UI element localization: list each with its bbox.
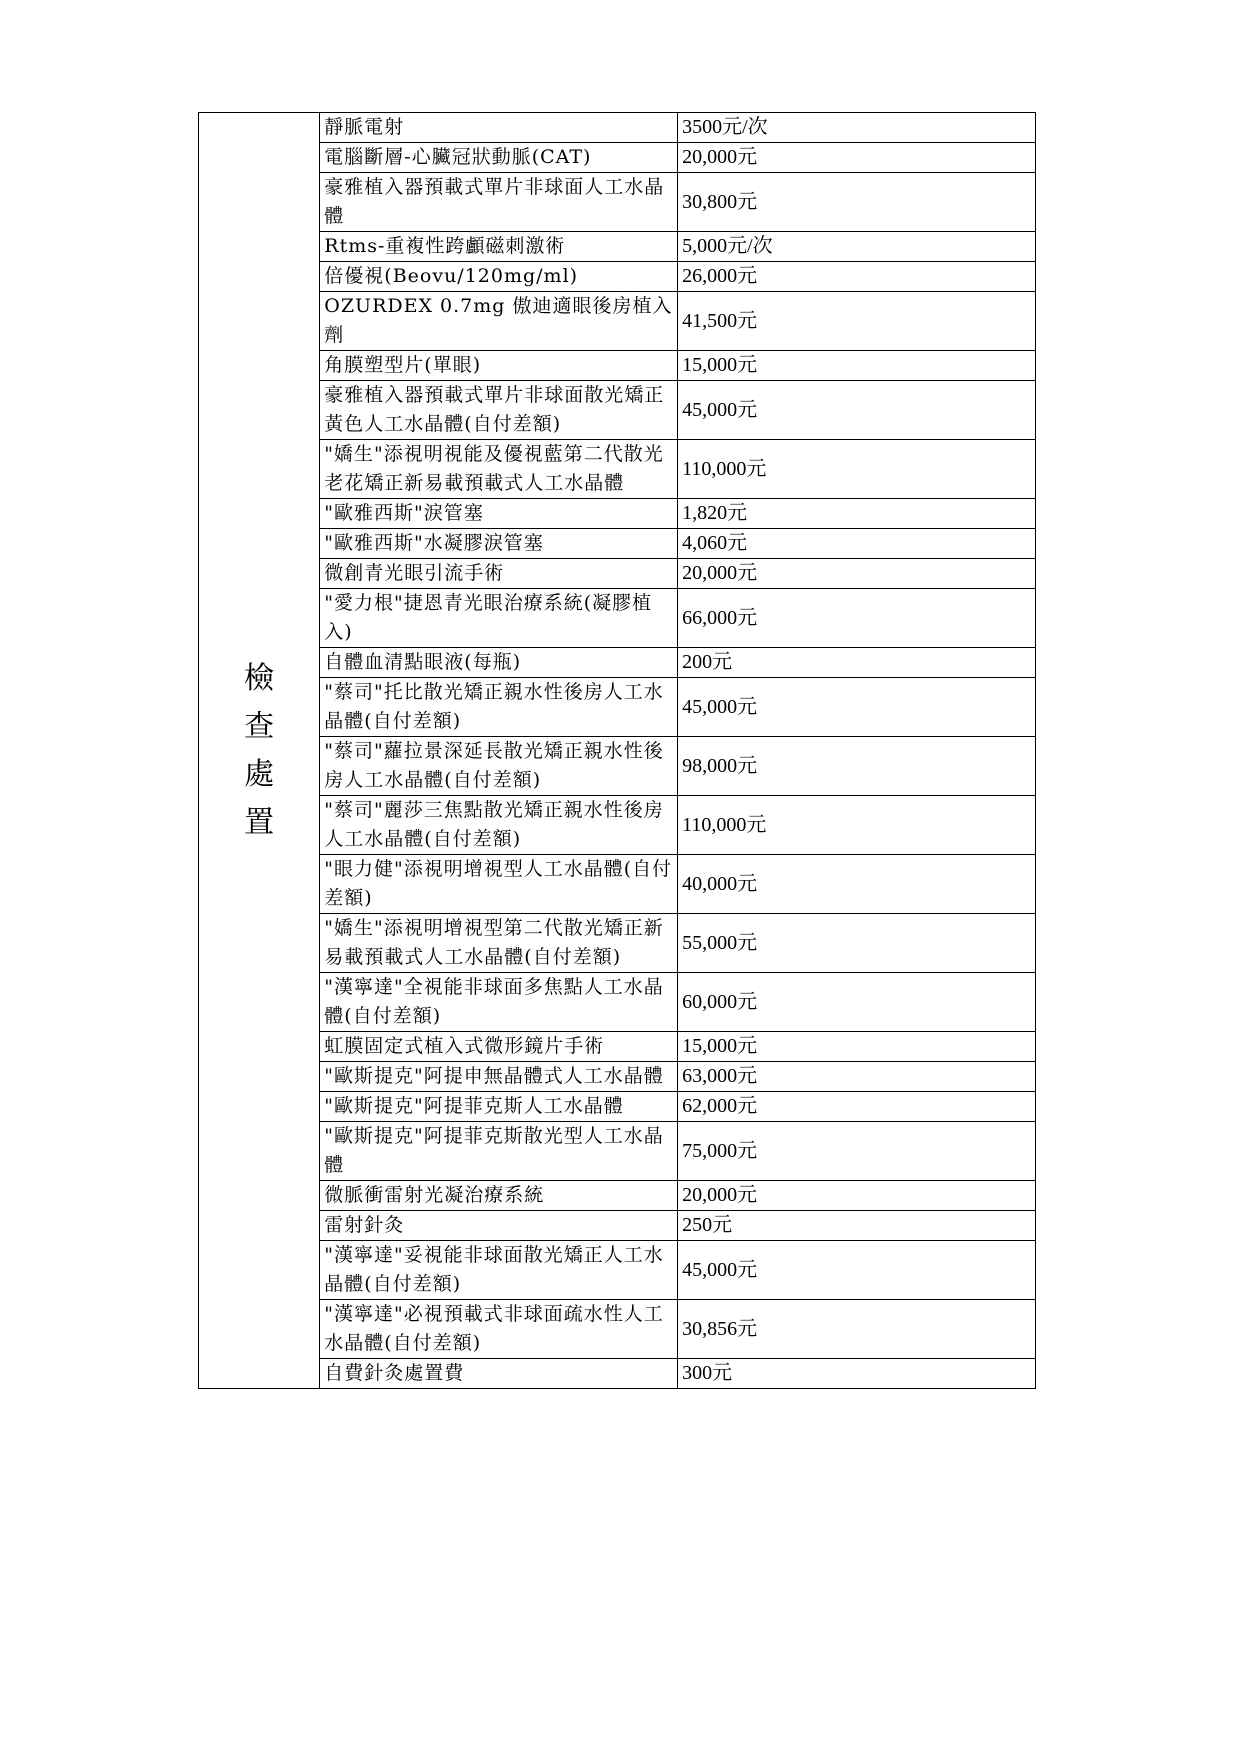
price-cell: 3500元/次 <box>678 113 1036 143</box>
price-cell: 45,000元 <box>678 1241 1036 1300</box>
price-cell: 60,000元 <box>678 973 1036 1032</box>
category-label: 檢 查 處 置 <box>244 660 275 840</box>
table-row <box>199 1062 1036 1092</box>
table-row <box>199 232 1036 262</box>
price-cell: 26,000元 <box>678 262 1036 292</box>
table-row <box>199 262 1036 292</box>
price-cell: 20,000元 <box>678 1181 1036 1211</box>
price-cell: 200元 <box>678 648 1036 678</box>
price-cell: 66,000元 <box>678 589 1036 648</box>
table-row <box>199 113 1036 143</box>
price-cell: 15,000元 <box>678 1032 1036 1062</box>
table-row <box>199 1211 1036 1241</box>
price-cell: 1,820元 <box>678 499 1036 529</box>
table-row <box>199 973 1036 1032</box>
item-cell: 豪雅植入器預載式單片非球面散光矯正黃色人工水晶體(自付差額) <box>320 381 678 440</box>
price-cell: 63,000元 <box>678 1062 1036 1092</box>
item-cell: 豪雅植入器預載式單片非球面人工水晶體 <box>320 173 678 232</box>
item-cell: "愛力根"捷恩青光眼治療系統(凝膠植入) <box>320 589 678 648</box>
item-cell: 微創青光眼引流手術 <box>320 559 678 589</box>
table-row <box>199 1300 1036 1359</box>
item-cell: "歐雅西斯"淚管塞 <box>320 499 678 529</box>
item-cell: 角膜塑型片(單眼) <box>320 351 678 381</box>
table-row <box>199 914 1036 973</box>
item-cell: Rtms-重複性跨顱磁刺激術 <box>320 232 678 262</box>
table-row <box>199 499 1036 529</box>
price-cell: 20,000元 <box>678 143 1036 173</box>
table-row <box>199 796 1036 855</box>
price-cell: 98,000元 <box>678 737 1036 796</box>
table-row <box>199 559 1036 589</box>
item-cell: "歐斯提克"阿提菲克斯散光型人工水晶體 <box>320 1122 678 1181</box>
table-row <box>199 173 1036 232</box>
price-cell: 75,000元 <box>678 1122 1036 1181</box>
table-row <box>199 589 1036 648</box>
price-cell: 30,800元 <box>678 173 1036 232</box>
item-cell: "蔡司"托比散光矯正親水性後房人工水晶體(自付差額) <box>320 678 678 737</box>
item-cell: "歐雅西斯"水凝膠淚管塞 <box>320 529 678 559</box>
table-row <box>199 529 1036 559</box>
item-cell: "漢寧達"妥視能非球面散光矯正人工水晶體(自付差額) <box>320 1241 678 1300</box>
price-cell: 30,856元 <box>678 1300 1036 1359</box>
price-cell: 110,000元 <box>678 440 1036 499</box>
item-cell: "歐斯提克"阿提申無晶體式人工水晶體 <box>320 1062 678 1092</box>
price-cell: 250元 <box>678 1211 1036 1241</box>
item-cell: "漢寧達"全視能非球面多焦點人工水晶體(自付差額) <box>320 973 678 1032</box>
price-cell: 62,000元 <box>678 1092 1036 1122</box>
table-row <box>199 737 1036 796</box>
item-cell: "蔡司"蘿拉景深延長散光矯正親水性後房人工水晶體(自付差額) <box>320 737 678 796</box>
table-row <box>199 1241 1036 1300</box>
price-cell: 5,000元/次 <box>678 232 1036 262</box>
table-row <box>199 1092 1036 1122</box>
fee-table <box>198 112 1036 1389</box>
table-row <box>199 1359 1036 1389</box>
price-cell: 45,000元 <box>678 678 1036 737</box>
table-row <box>199 1122 1036 1181</box>
item-cell: "歐斯提克"阿提菲克斯人工水晶體 <box>320 1092 678 1122</box>
table-row <box>199 648 1036 678</box>
table-row <box>199 855 1036 914</box>
price-cell: 55,000元 <box>678 914 1036 973</box>
item-cell: "嬌生"添視明視能及優視藍第二代散光老花矯正新易載預載式人工水晶體 <box>320 440 678 499</box>
table-row <box>199 1181 1036 1211</box>
item-cell: 自體血清點眼液(每瓶) <box>320 648 678 678</box>
item-cell: "漢寧達"必視預載式非球面疏水性人工水晶體(自付差額) <box>320 1300 678 1359</box>
price-cell: 20,000元 <box>678 559 1036 589</box>
fee-table-body <box>199 113 1036 1389</box>
item-cell: 靜脈電射 <box>320 113 678 143</box>
price-cell: 41,500元 <box>678 292 1036 351</box>
item-cell: 電腦斷層-心臟冠狀動脈(CAT) <box>320 143 678 173</box>
price-cell: 40,000元 <box>678 855 1036 914</box>
category-cell <box>199 113 320 1389</box>
table-row <box>199 440 1036 499</box>
price-cell: 4,060元 <box>678 529 1036 559</box>
price-cell: 110,000元 <box>678 796 1036 855</box>
item-cell: OZURDEX 0.7mg 傲迪適眼後房植入劑 <box>320 292 678 351</box>
item-cell: "眼力健"添視明增視型人工水晶體(自付差額) <box>320 855 678 914</box>
price-cell: 300元 <box>678 1359 1036 1389</box>
item-cell: "嬌生"添視明增視型第二代散光矯正新易載預載式人工水晶體(自付差額) <box>320 914 678 973</box>
item-cell: 微脈衝雷射光凝治療系統 <box>320 1181 678 1211</box>
item-cell: 虹膜固定式植入式微形鏡片手術 <box>320 1032 678 1062</box>
item-cell: 自費針灸處置費 <box>320 1359 678 1389</box>
table-row <box>199 678 1036 737</box>
item-cell: 倍優視(Beovu/120mg/ml) <box>320 262 678 292</box>
table-row <box>199 351 1036 381</box>
table-row <box>199 381 1036 440</box>
price-cell: 15,000元 <box>678 351 1036 381</box>
item-cell: "蔡司"麗莎三焦點散光矯正親水性後房人工水晶體(自付差額) <box>320 796 678 855</box>
table-row <box>199 292 1036 351</box>
table-row <box>199 1032 1036 1062</box>
table-row <box>199 143 1036 173</box>
item-cell: 雷射針灸 <box>320 1211 678 1241</box>
price-cell: 45,000元 <box>678 381 1036 440</box>
